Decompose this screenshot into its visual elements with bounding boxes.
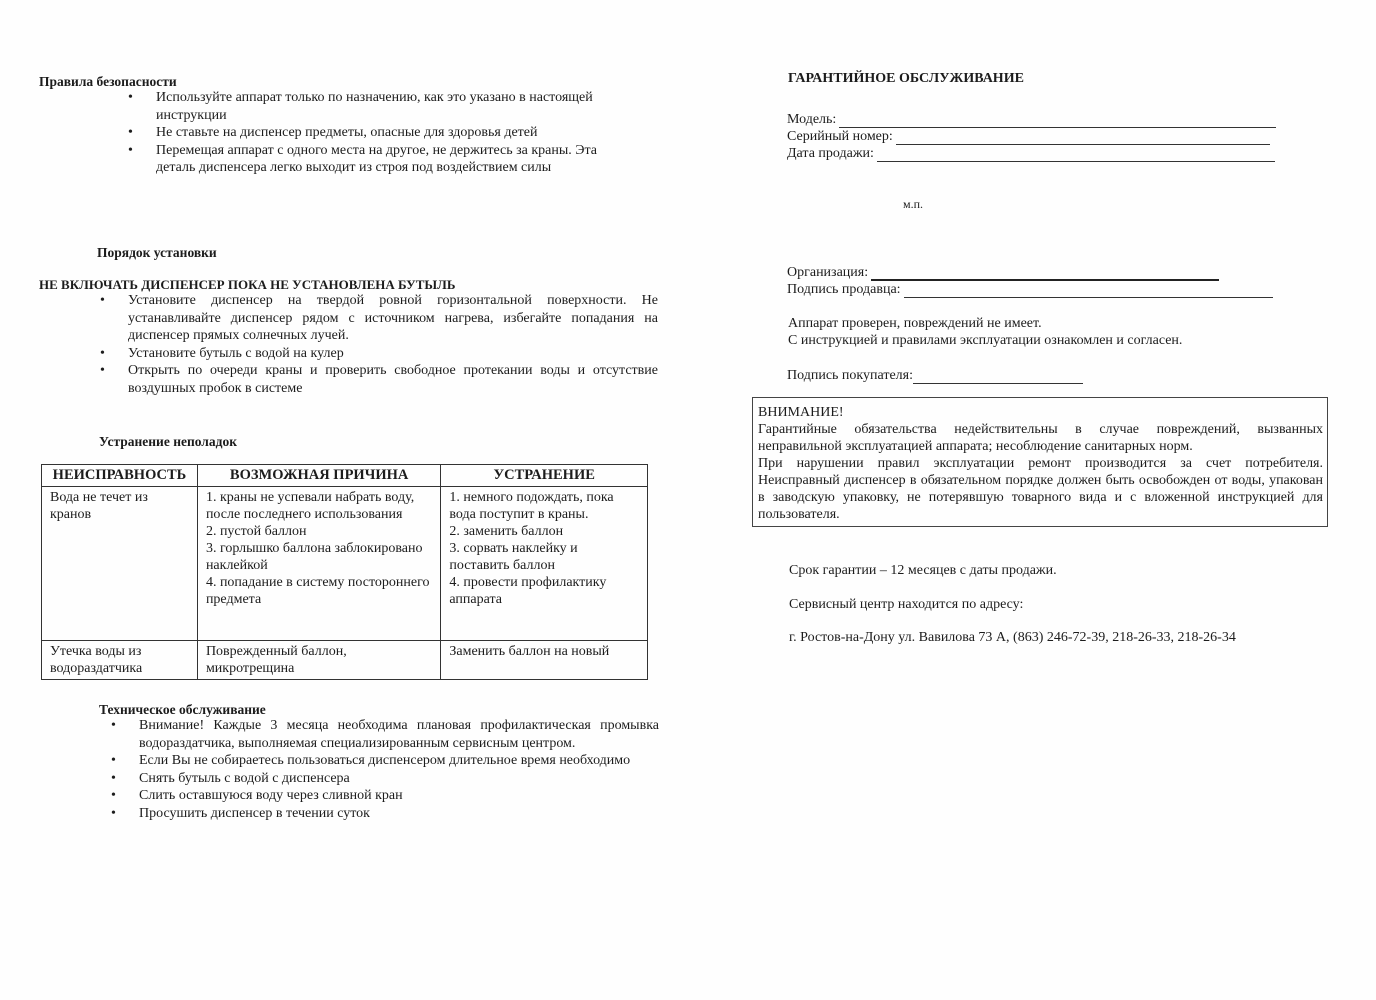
list-item: • Установите бутыль с водой на кулер (128, 345, 658, 363)
model-line[interactable] (839, 114, 1276, 128)
buyer-signature-field[interactable] (787, 367, 1083, 384)
list-item: • Установите диспенсер на твердой ровной горизонтальной поверхности. Не устанавливайте диспенсер рядом с источником нагрева, избегайте попадания на диспенсер прямых солнечных лучей. (128, 292, 658, 345)
serial-line[interactable] (896, 131, 1270, 145)
organization-label: Организация: (787, 265, 869, 280)
serial-label: Серийный номер: (787, 129, 893, 144)
list-item: • Открыть по очереди краны и проверить свободное протекании воды и отсутствие воздушных пробок в системе (128, 362, 658, 397)
maintenance-list (139, 717, 659, 822)
seller-signature-line[interactable] (904, 284, 1273, 298)
fix-line: 3. сорвать наклейку и поставить баллон (449, 541, 578, 573)
fix-cell (441, 487, 648, 641)
header-fix: УСТРАНЕНИЕ (441, 465, 648, 487)
fix-cell: Заменить баллон на новый (441, 641, 648, 680)
list-item: • Внимание! Каждые 3 месяца необходима плановая профилактическая промывка водораздатчика, выполняемая специализированным сервисным центром. (139, 717, 659, 752)
cause-cell (197, 487, 440, 641)
check-line: С инструкцией и правилами эксплуатации ознакомлен и согласен. (788, 333, 1183, 348)
troubleshooting-table (41, 464, 648, 680)
safety-title: Правила безопасности (39, 74, 177, 89)
fault-cell: Утечка воды из водораздатчика (42, 641, 198, 680)
organization-field[interactable] (787, 264, 1219, 281)
cause-line: 1. краны не успевали набрать воду, после последнего использования (205, 490, 415, 522)
installation-list (128, 292, 658, 397)
list-item: • Снять бутыль с водой с диспенсера (139, 770, 659, 788)
stamp-label: м.п. (903, 197, 924, 211)
cause-line: 4. попадание в систему постороннего предмета (205, 575, 430, 607)
cause-line: 3. горлышко баллона заблокировано наклейкой (205, 541, 423, 573)
header-fault: НЕИСПРАВНОСТЬ (42, 465, 198, 487)
fix-line: 2. заменить баллон (449, 524, 564, 539)
model-field[interactable] (787, 111, 1276, 128)
list-item: • Перемещая аппарат с одного места на другое, не держитесь за краны. Эта деталь диспенсера легко выходит из строя под воздействием силы (156, 142, 626, 177)
list-item: • Слить оставшуюся воду через сливной кран (139, 787, 659, 805)
cause-line: 2. пустой баллон (205, 524, 307, 539)
organization-line[interactable] (871, 266, 1219, 281)
troubleshooting-title: Устранение неполадок (99, 434, 237, 449)
buyer-signature-label: Подпись покупателя: (787, 368, 913, 383)
list-item: • Просушить диспенсер в течении суток (139, 805, 659, 823)
table-row (42, 487, 648, 641)
sale-date-label: Дата продажи: (787, 146, 874, 161)
header-cause: ВОЗМОЖНАЯ ПРИЧИНА (197, 465, 440, 487)
buyer-signature-line[interactable] (913, 370, 1083, 384)
list-item: • Используйте аппарат только по назначению, как это указано в настоящей инструкции (156, 89, 656, 124)
notice-paragraph: Гарантийные обязательства недействительны в случае повреждений, вызванных неправильной эксплуатацией аппарата; несоблюдение санитарных норм. (758, 422, 1323, 454)
check-line: Аппарат проверен, повреждений не имеет. (788, 316, 1042, 331)
warranty-notice-box (752, 397, 1328, 527)
seller-signature-label: Подпись продавца: (787, 282, 901, 297)
serial-field[interactable] (787, 128, 1270, 145)
maintenance-title: Техническое обслуживание (99, 702, 266, 717)
model-label: Модель: (787, 112, 837, 127)
installation-warning: НЕ ВКЛЮЧАТЬ ДИСПЕНСЕР ПОКА НЕ УСТАНОВЛЕНА БУТЫЛЬ (39, 277, 456, 292)
sale-date-field[interactable] (787, 145, 1275, 162)
cause-cell: Поврежденный баллон, микротрещина (197, 641, 440, 680)
service-center-label: Сервисный центр находится по адресу: (789, 597, 1024, 612)
sale-date-line[interactable] (877, 148, 1275, 162)
fix-line: 1. немного подождать, пока вода поступит в краны. (449, 490, 614, 522)
table-header-row (42, 465, 648, 487)
warranty-term: Срок гарантии – 12 месяцев с даты продажи. (789, 563, 1057, 578)
list-item: • Не ставьте на диспенсер предметы, опасные для здоровья детей (156, 124, 656, 142)
notice-title: ВНИМАНИЕ! (758, 405, 844, 420)
warranty-title: ГАРАНТИЙНОЕ ОБСЛУЖИВАНИЕ (788, 71, 1024, 86)
notice-paragraph: При нарушении правил эксплуатации ремонт производится за счет потребителя. Неисправный диспенсер в обязательном порядке должен быть освобожден от воды, упакован в заводскую упаковку, не потерявшую товарного вида и с вложенной инструкцией для пользователя. (758, 456, 1323, 522)
service-address: г. Ростов-на-Дону ул. Вавилова 73 А, (863) 246-72-39, 218-26-33, 218-26-34 (789, 630, 1236, 645)
list-item: • Если Вы не собираетесь пользоваться диспенсером длительное время необходимо (139, 752, 659, 770)
check-text (788, 315, 1182, 349)
seller-signature-field[interactable] (787, 281, 1273, 298)
installation-title: Порядок установки (97, 245, 217, 260)
safety-list (156, 89, 656, 177)
fix-line: 4. провести профилактику аппарата (449, 575, 607, 607)
table-row (42, 641, 648, 680)
fault-cell: Вода не течет из кранов (42, 487, 198, 641)
